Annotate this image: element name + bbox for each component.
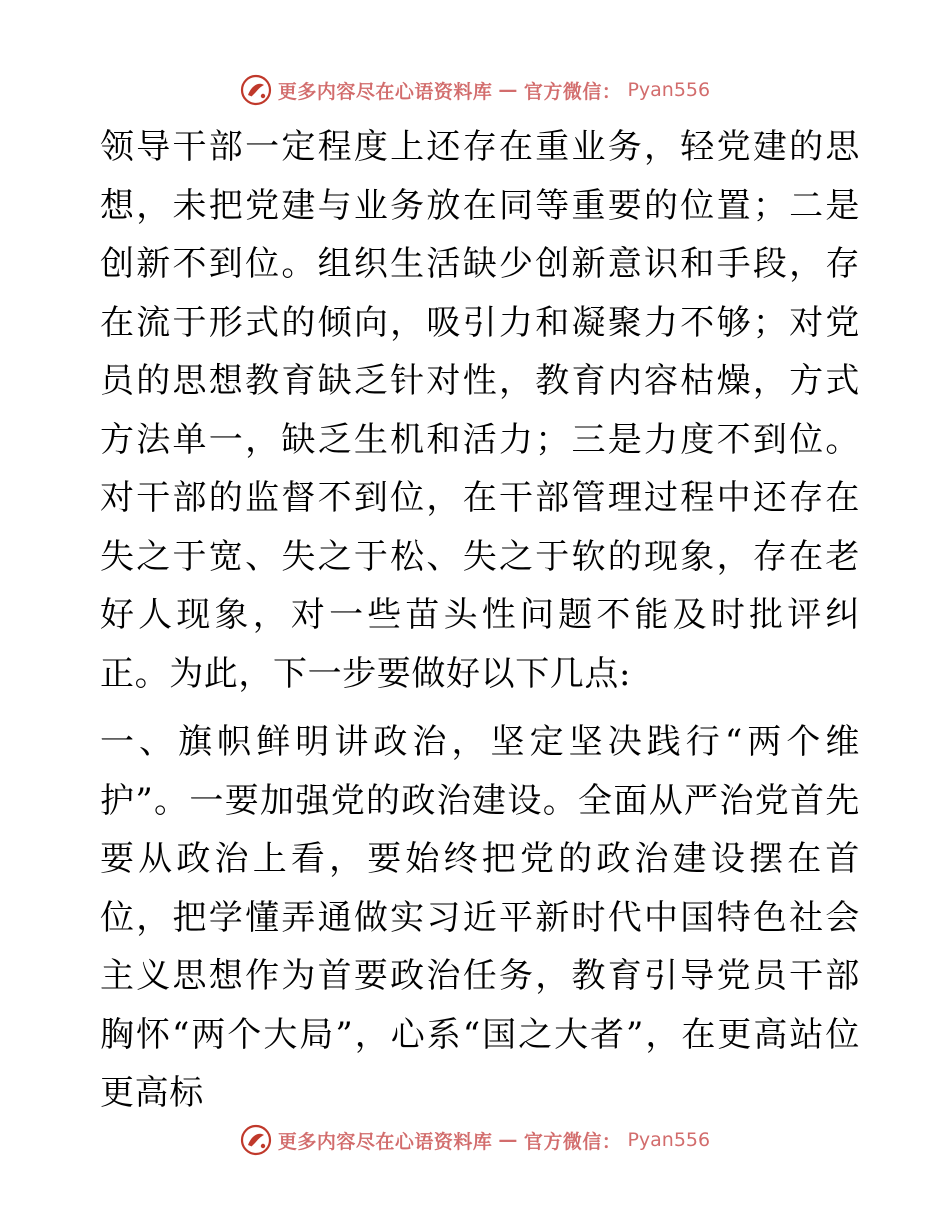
brand-logo-icon bbox=[240, 74, 272, 106]
paragraph-problems: 领导干部一定程度上还存在重业务，轻党建的思想，未把党建与业务放在同等重要的位置；二是创新不到位。组织生活缺少创新意识和手段，存在流于形式的倾向，吸引力和凝聚力不够；对党员的思想教育缺乏针对性，教育内容枯燥，方式方法单一，缺乏生机和活力；三是力度不到位。对干部的监督不到位，在干部管理过程中还存在失之于宽、失之于松、失之于软的现象，存在老好人现象，对一些苗头性问题不能及时批评纠正。为此，下一步要做好以下几点: bbox=[100, 127, 860, 694]
document-body bbox=[100, 118, 860, 1123]
watermark-wechat-label: 官方微信： bbox=[523, 1130, 622, 1153]
watermark-wechat-label: 官方微信： bbox=[523, 80, 622, 103]
watermark-wechat-id: Pyan556 bbox=[627, 79, 711, 101]
watermark-brand-text: 更多内容尽在心语资料库 bbox=[277, 1130, 493, 1153]
watermark-brand-text: 更多内容尽在心语资料库 bbox=[277, 80, 493, 103]
footer-watermark bbox=[0, 1120, 950, 1160]
watermark-wechat-id: Pyan556 bbox=[627, 1129, 711, 1151]
watermark-separator: — bbox=[498, 1129, 518, 1151]
watermark-separator: — bbox=[498, 79, 518, 101]
paragraph-section-one: 一、旗帜鲜明讲政治，坚定坚决践行“两个维护”。一要加强党的政治建设。全面从严治党首先要从政治上看，要始终把党的政治建设摆在首位，把学懂弄通做实习近平新时代中国特色社会主义思想作为首要政治任务，教育引导党员干部胸怀“两个大局”，心系“国之大者”，在更高站位更高标 bbox=[100, 722, 860, 1113]
header-watermark bbox=[0, 70, 950, 110]
brand-logo-icon bbox=[240, 1124, 272, 1156]
